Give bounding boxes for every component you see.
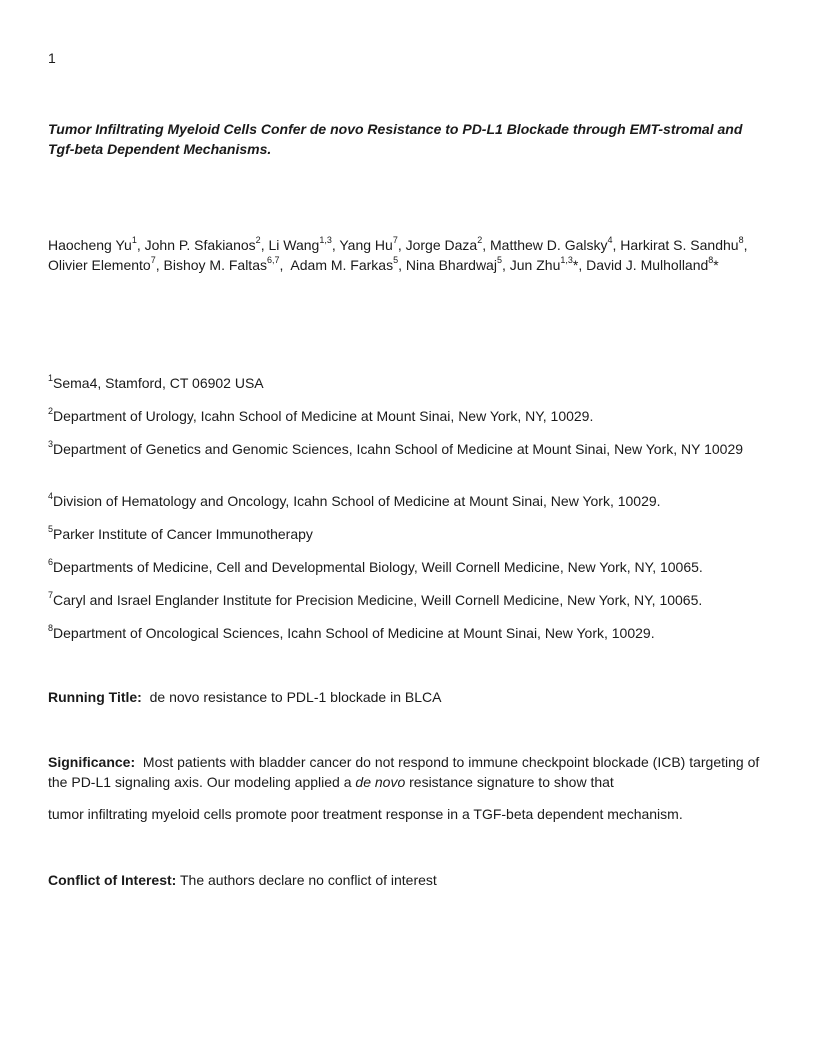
author-name: Olivier Elemento (48, 257, 151, 273)
author-affiliation-mark: 8 (708, 255, 714, 266)
author-separator: , (279, 257, 291, 273)
page-number: 1 (48, 50, 56, 66)
affiliation-number: 4 (48, 491, 54, 502)
author-separator: *, (572, 257, 587, 273)
author-separator: , (397, 237, 406, 253)
author (510, 257, 586, 273)
author-affiliation-mark: 8 (738, 235, 744, 246)
author-affiliation-mark: 7 (150, 255, 156, 266)
author-name: Adam M. Farkas (290, 257, 394, 273)
author-separator: * (713, 257, 719, 273)
affiliation-text: Caryl and Israel Englander Institute for Precision Medicine, Weill Cornell Medicine, New York, NY, 10065. (53, 592, 703, 608)
affiliation-text: Department of Oncological Sciences, Icahn School of Medicine at Mount Sinai, New York, 10029. (53, 625, 655, 641)
author-separator: , (136, 237, 145, 253)
affiliation-text: Department of Genetics and Genomic Sciences, Icahn School of Medicine at Mount Sinai, New York, NY 10029 (53, 441, 744, 457)
affiliation-text: Parker Institute of Cancer Immunotherapy (53, 526, 313, 542)
author-affiliation-mark: 1 (131, 235, 137, 246)
author (290, 257, 406, 273)
author-separator: , (612, 237, 621, 253)
author (48, 257, 164, 273)
affiliation-text: Sema4, Stamford, CT 06902 USA (53, 375, 264, 391)
author-name: Matthew D. Galsky (490, 237, 608, 253)
conflict-label: Conflict of Interest: (48, 872, 177, 888)
author-affiliation-mark: 2 (477, 235, 483, 246)
author (620, 237, 751, 253)
affiliation-text: Division of Hematology and Oncology, Icahn School of Medicine at Mount Sinai, New York, 10029. (53, 493, 661, 509)
affiliation (48, 406, 768, 426)
paper-title: Tumor Infiltrating Myeloid Cells Confer de novo Resistance to PD-L1 Blockade through EMT-stromal and Tgf-beta Dependent Mechanisms. (48, 121, 743, 157)
significance-last-line: tumor infiltrating myeloid cells promote poor treatment response in a TGF-beta dependent mechanism. (48, 806, 683, 822)
author-name: Li Wang (268, 237, 320, 253)
conflict-of-interest (48, 870, 768, 890)
running-title-text: de novo resistance to PDL-1 blockade in BLCA (149, 689, 442, 705)
author-separator: , (260, 237, 269, 253)
affiliation (48, 590, 768, 610)
author-name: Haocheng Yu (48, 237, 132, 253)
author (339, 237, 405, 253)
author-separator: , (743, 237, 752, 253)
affiliation-text: Department of Urology, Icahn School of Medicine at Mount Sinai, New York, NY, 10029. (53, 408, 594, 424)
affiliation-number: 2 (48, 406, 54, 417)
significance-text-before: Most patients with bladder cancer do not respond to immune checkpoint blockade (ICB) targeting of the PD-L1 signaling axis. Our modeling applied a (48, 754, 760, 790)
author-list (48, 235, 768, 275)
author-name: John P. Sfakianos (144, 237, 256, 253)
running-title-label: Running Title: (48, 689, 142, 705)
affiliation-number: 1 (48, 373, 54, 384)
author-separator: , (331, 237, 340, 253)
significance-statement (48, 752, 768, 792)
author-affiliation-mark: 5 (496, 255, 502, 266)
author-separator: , (482, 237, 490, 253)
author (48, 237, 145, 253)
author-affiliation-mark: 6,7 (266, 255, 280, 266)
affiliation (48, 439, 768, 459)
author (268, 237, 339, 253)
affiliation (48, 623, 768, 643)
author-name: Nina Bhardwaj (405, 257, 497, 273)
affiliation-number: 7 (48, 590, 54, 601)
author-name: Jorge Daza (405, 237, 478, 253)
author-name: Yang Hu (339, 237, 393, 253)
author (490, 237, 620, 253)
affiliation-number: 6 (48, 557, 54, 568)
affiliation-number: 5 (48, 524, 54, 535)
author-name: David J. Mulholland (586, 257, 709, 273)
author-name: Bishoy M. Faltas (163, 257, 267, 273)
author (406, 237, 490, 253)
author (586, 257, 719, 273)
author-affiliation-mark: 1,3 (560, 255, 573, 266)
affiliation-number: 8 (48, 623, 54, 634)
author-affiliation-mark: 2 (255, 235, 261, 246)
author (406, 257, 510, 273)
author-name: Jun Zhu (509, 257, 561, 273)
author-separator: , (155, 257, 164, 273)
author-affiliation-mark: 5 (393, 255, 399, 266)
affiliation-text: Departments of Medicine, Cell and Developmental Biology, Weill Cornell Medicine, New York, NY, 10065. (53, 559, 703, 575)
significance-text-after: resistance signature to show that (405, 774, 614, 790)
author-separator: , (501, 257, 510, 273)
author-affiliation-mark: 4 (607, 235, 613, 246)
significance-label: Significance: (48, 754, 136, 770)
conflict-text: The authors declare no conflict of interest (179, 872, 437, 888)
affiliation-number: 3 (48, 439, 54, 450)
affiliation (48, 491, 768, 511)
significance-emphasis: de novo (355, 774, 406, 790)
running-title (48, 687, 768, 707)
author-separator: , (398, 257, 406, 273)
author-affiliation-mark: 1,3 (319, 235, 332, 246)
affiliation (48, 557, 768, 577)
author-affiliation-mark: 7 (392, 235, 398, 246)
author (164, 257, 291, 273)
author (145, 237, 269, 253)
affiliation (48, 373, 768, 393)
affiliation (48, 524, 768, 544)
author-name: Harkirat S. Sandhu (620, 237, 739, 253)
